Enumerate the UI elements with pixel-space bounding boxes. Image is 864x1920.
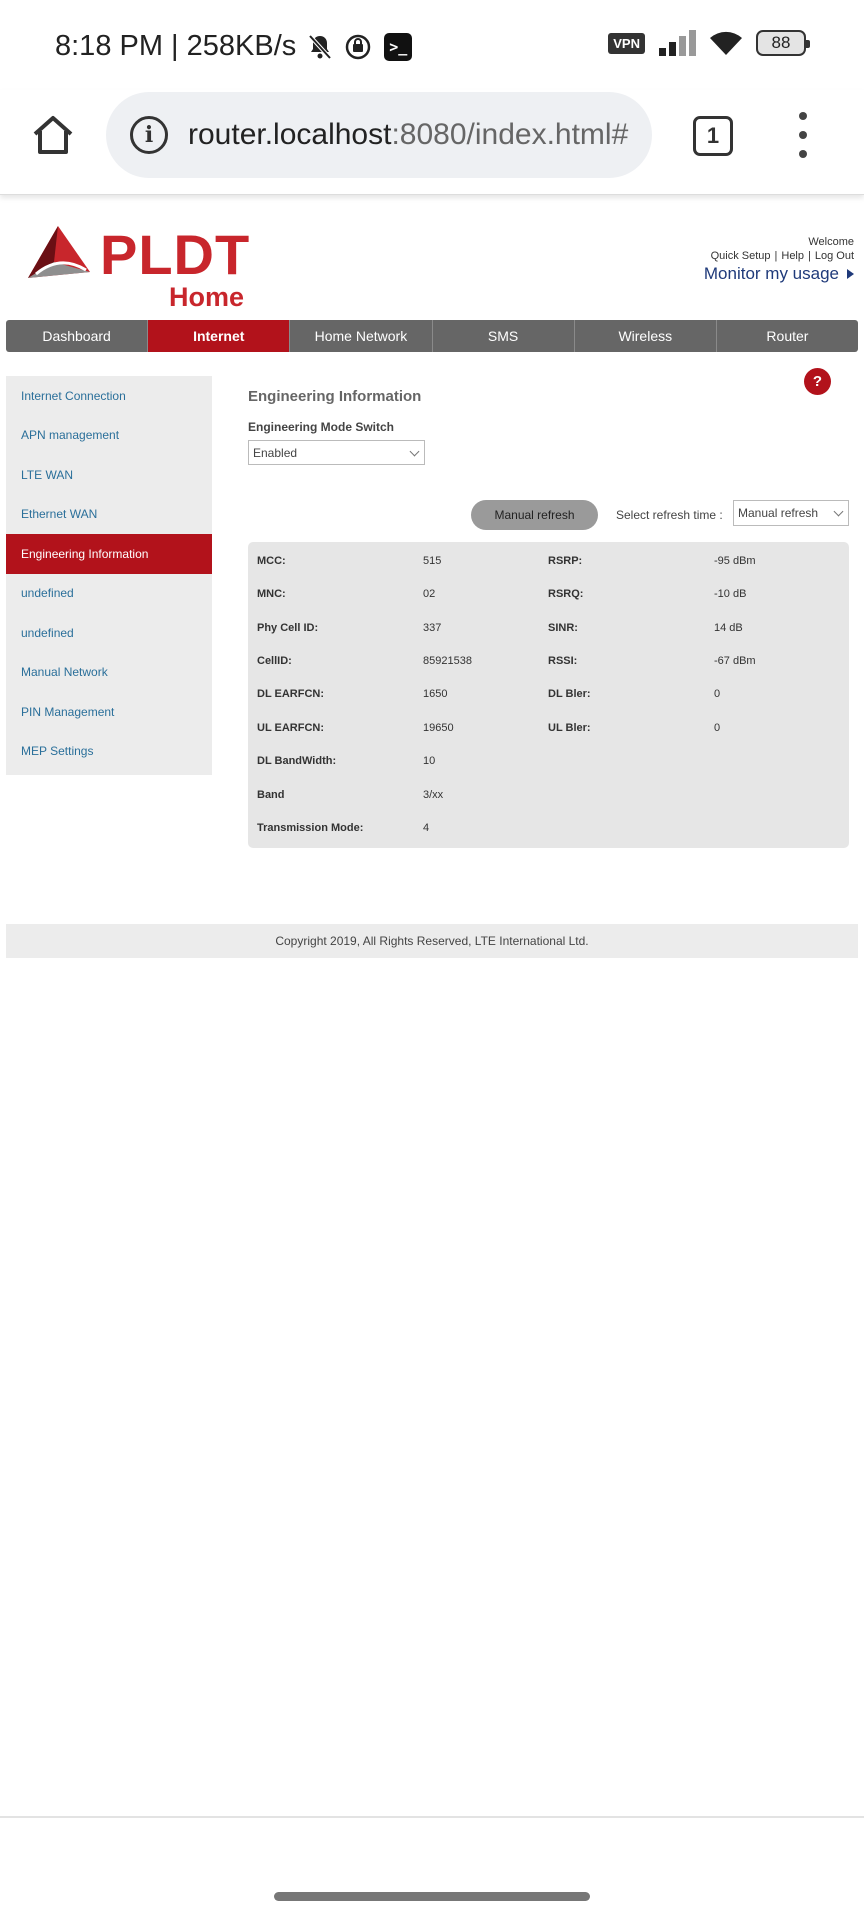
help-link[interactable]: Help xyxy=(781,250,804,262)
info-value: 3/xx xyxy=(423,789,444,801)
sidebar-item-undefined-1[interactable]: undefined xyxy=(21,586,74,601)
more-menu-icon[interactable] xyxy=(793,112,813,158)
page-title: Engineering Information xyxy=(248,388,422,405)
arrow-right-icon xyxy=(847,269,854,279)
chevron-down-icon xyxy=(410,447,420,457)
vpn-icon: VPN xyxy=(608,33,645,54)
signal-icon xyxy=(659,30,696,56)
mode-switch-label: Engineering Mode Switch xyxy=(248,420,395,434)
engineering-info-panel xyxy=(248,542,849,848)
status-bar xyxy=(0,0,864,90)
sidebar-item-ethernet-wan[interactable]: Ethernet WAN xyxy=(21,507,98,522)
help-icon[interactable]: ? xyxy=(804,368,831,395)
home-icon[interactable] xyxy=(30,112,76,158)
header-links xyxy=(704,236,854,284)
status-time-speed: 8:18 PM | 258KB/s xyxy=(55,30,297,62)
chevron-down-icon xyxy=(834,507,844,517)
nav-wireless[interactable]: Wireless xyxy=(575,320,717,352)
refresh-time-value: Manual refresh xyxy=(738,506,819,520)
info-row xyxy=(248,622,849,642)
quick-setup-link[interactable]: Quick Setup xyxy=(710,250,771,262)
info-value: -67 dBm xyxy=(714,655,756,667)
info-label: MNC: xyxy=(257,588,286,600)
info-value: -95 dBm xyxy=(714,555,756,567)
info-value: 19650 xyxy=(423,722,454,734)
pldt-logo-mark-icon xyxy=(24,222,94,292)
info-value: 0 xyxy=(714,722,721,734)
info-label: Band xyxy=(257,789,285,801)
bottom-divider xyxy=(0,1816,864,1818)
refresh-time-select[interactable] xyxy=(733,500,849,526)
sidebar-item-internet-connection[interactable]: Internet Connection xyxy=(21,388,126,403)
address-bar[interactable] xyxy=(106,92,652,178)
quick-links xyxy=(704,250,854,262)
info-value: 10 xyxy=(423,755,436,767)
mute-bell-icon xyxy=(308,34,332,60)
nav-sms[interactable]: SMS xyxy=(433,320,575,352)
monitor-usage-label: Monitor my usage xyxy=(703,264,839,283)
sidebar-item-apn-management[interactable]: APN management xyxy=(21,428,120,443)
nav-home-network[interactable]: Home Network xyxy=(290,320,432,352)
monitor-usage-link[interactable] xyxy=(704,264,854,284)
url-host: router.localhost xyxy=(188,118,392,151)
sidebar-item-undefined-2[interactable]: undefined xyxy=(21,625,74,640)
info-label: MCC: xyxy=(257,555,286,567)
info-value: 85921538 xyxy=(423,655,472,667)
info-label: RSSI: xyxy=(548,655,578,667)
info-value: 515 xyxy=(423,555,442,567)
link-separator: | xyxy=(774,250,778,262)
page-footer: Copyright 2019, All Rights Reserved, LTE International Ltd. xyxy=(6,924,858,958)
tab-switcher-button[interactable]: 1 xyxy=(693,116,733,156)
sidebar-item-mep-settings[interactable]: MEP Settings xyxy=(21,744,94,759)
rotation-lock-icon xyxy=(344,33,372,61)
info-value: 0 xyxy=(714,688,721,700)
sidebar-item-pin-management[interactable]: PIN Management xyxy=(21,704,115,719)
info-row xyxy=(248,688,849,708)
info-value: 1650 xyxy=(423,688,448,700)
wifi-icon xyxy=(710,30,742,56)
info-row xyxy=(248,755,849,775)
info-label: UL EARFCN: xyxy=(257,722,325,734)
info-row xyxy=(248,822,849,842)
terminal-icon: >_ xyxy=(384,33,412,61)
nav-internet[interactable]: Internet xyxy=(148,320,290,352)
info-label: UL Bler: xyxy=(548,722,591,734)
sidebar-item-manual-network[interactable]: Manual Network xyxy=(21,665,108,680)
info-row xyxy=(248,588,849,608)
info-value: 4 xyxy=(423,822,430,834)
url-path: :8080/index.html# xyxy=(391,118,629,151)
info-label: CellID: xyxy=(257,655,292,667)
sidebar-item-engineering-information[interactable]: Engineering Information xyxy=(6,534,212,574)
link-separator: | xyxy=(808,250,811,262)
log-out-link[interactable]: Log Out xyxy=(814,250,854,262)
info-row xyxy=(248,655,849,675)
refresh-time-label: Select refresh time : xyxy=(616,508,723,522)
info-label: RSRP: xyxy=(548,555,583,567)
nav-dashboard[interactable]: Dashboard xyxy=(6,320,148,352)
info-label: Transmission Mode: xyxy=(257,822,364,834)
info-label: DL BandWidth: xyxy=(257,755,337,767)
sidebar-menu xyxy=(6,376,212,775)
info-label: RSRQ: xyxy=(548,588,584,600)
sidebar-item-lte-wan[interactable]: LTE WAN xyxy=(21,467,74,482)
mode-switch-value: Enabled xyxy=(253,445,298,460)
status-left xyxy=(55,30,412,63)
info-icon[interactable]: i xyxy=(130,116,168,154)
info-value: -10 dB xyxy=(714,588,747,600)
info-row xyxy=(248,789,849,809)
url-text[interactable] xyxy=(188,118,628,152)
info-value: 14 dB xyxy=(714,622,743,634)
info-value: 02 xyxy=(423,588,436,600)
welcome-text: Welcome xyxy=(808,236,854,248)
gesture-bar[interactable] xyxy=(274,1892,590,1901)
mode-switch-select[interactable] xyxy=(248,440,425,465)
manual-refresh-button[interactable]: Manual refresh xyxy=(471,500,598,530)
info-label: SINR: xyxy=(548,622,578,634)
status-right xyxy=(608,30,806,56)
battery-icon: 88 xyxy=(756,30,806,56)
main-nav xyxy=(6,320,858,352)
pldt-logo[interactable] xyxy=(24,222,264,317)
info-row xyxy=(248,555,849,575)
info-row xyxy=(248,722,849,742)
logo-brand-text: PLDT xyxy=(100,223,251,286)
info-label: DL Bler: xyxy=(548,688,591,700)
browser-toolbar xyxy=(0,90,864,195)
nav-router[interactable]: Router xyxy=(766,328,809,344)
info-label: Phy Cell ID: xyxy=(257,622,319,634)
info-label: DL EARFCN: xyxy=(257,688,325,700)
info-value: 337 xyxy=(423,622,442,634)
logo-home-text: Home xyxy=(169,282,245,312)
